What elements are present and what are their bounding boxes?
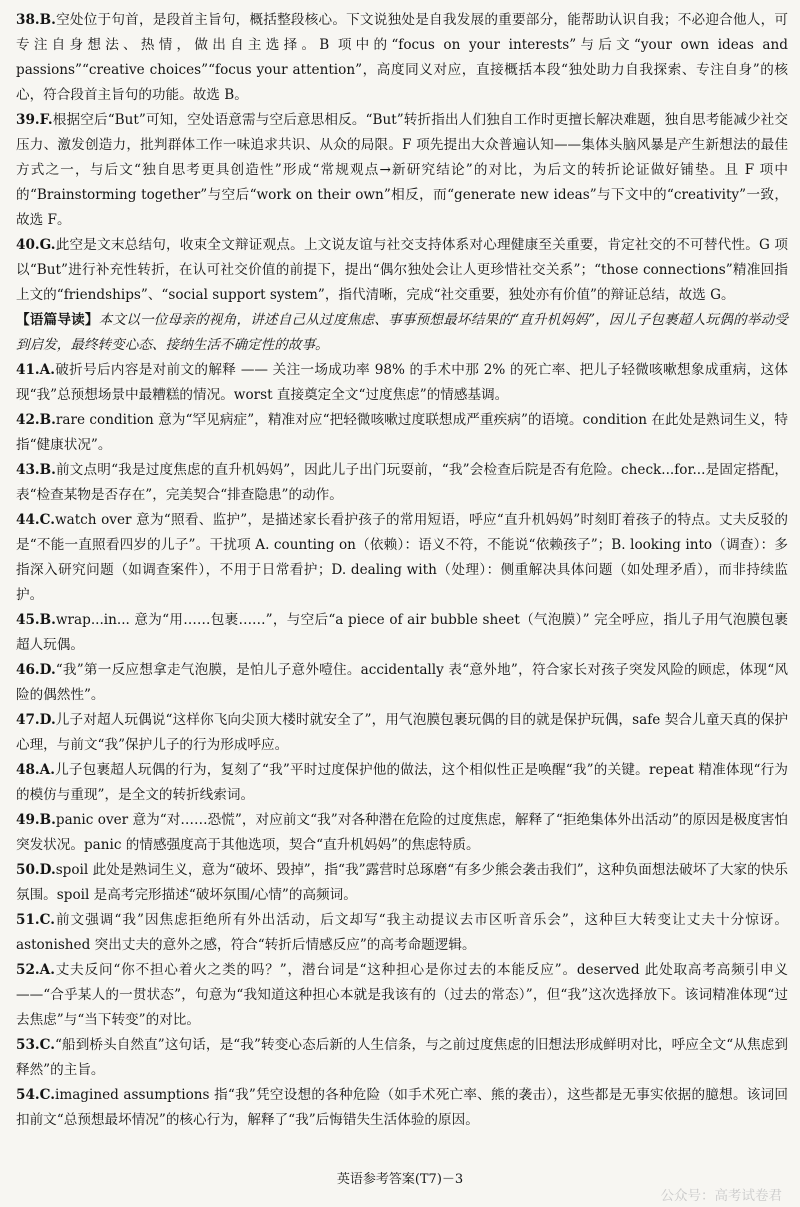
answer-entry (16, 708, 788, 758)
answer-number: 41.A. (16, 362, 55, 378)
answer-number: 44.C. (16, 512, 55, 528)
answer-list-top (16, 8, 788, 308)
answer-number: 48.A. (16, 762, 55, 778)
page-footer: 英语参考答案(T7)－3 (336, 1172, 464, 1187)
answer-number: 43.B. (16, 462, 56, 478)
answer-entry (16, 958, 788, 1033)
answer-number: 49.B. (16, 812, 56, 828)
answer-number: 46.D. (16, 662, 56, 678)
guide-text: 本文以一位母亲的视角，讲述自己从过度焦虑、事事预想最坏结果的“直升机妈妈”，因儿子包裹超人玩偶的举动受到启发，最终转变心态、接纳生活不确定性的故事。 (16, 312, 788, 353)
guide-tag: 【语篇导读】 (16, 312, 99, 328)
answer-explanation: 儿子包裹超人玩偶的行为，复刻了“我”平时过度保护他的做法，这个相似性正是唤醒“我”的关键。repeat 精准体现“行为的模仿与重现”，是全文的转折线索词。 (16, 762, 788, 803)
answer-explanation: spoil 此处是熟词生义，意为“破坏、毁掉”，指“我”露营时总琢磨“有多少熊会袭击我们”，这种负面想法破坏了大家的快乐氛围。spoil 是高考完形描述“破坏氛围/心情”的高频词。 (16, 862, 788, 903)
answer-number: 53.C. (16, 1037, 55, 1053)
answer-explanation: 此空是文末总结句，收束全文辩证观点。上文说友谊与社交支持体系对心理健康至关重要，肯定社交的不可替代性。G 项以“But”进行补充性转折，在认可社交价值的前提下，提出“偶尔独处会让人更珍惜社交关系”；“those connections”精准回指上文的“friendships”、“social support system”，指代清晰，完成“社交重要，独处亦有价值”的辩证总结，故选 G。 (16, 237, 788, 303)
answer-explanation: wrap...in... 意为“用……包裹……”，与空后“a piece of air bubble sheet（气泡膜）” 完全呼应，指儿子用气泡膜包裹超人玩偶。 (16, 612, 788, 653)
answer-entry (16, 508, 788, 608)
answer-entry (16, 233, 788, 308)
answer-entry (16, 608, 788, 658)
answer-number: 47.D. (16, 712, 56, 728)
answer-entry (16, 458, 788, 508)
answer-number: 38.B. (16, 12, 56, 28)
answer-number: 42.B. (16, 412, 56, 428)
answer-entry (16, 358, 788, 408)
answer-number: 51.C. (16, 912, 55, 928)
answer-number: 45.B. (16, 612, 56, 628)
answer-list-bottom (16, 358, 788, 1133)
answer-explanation: “船到桥头自然直”这句话，是“我”转变心态后新的人生信条，与之前过度焦虑的旧想法形成鲜明对比，呼应全文“从焦虑到释然”的主旨。 (16, 1037, 788, 1078)
answer-number: 40.G. (16, 237, 56, 253)
answer-entry (16, 8, 788, 108)
answer-explanation: 空处位于句首，是段首主旨句，概括整段核心。下文说独处是自我发展的重要部分，能帮助认识自我；不必迎合他人，可专注自身想法、热情，做出自主选择。B 项中的“focus on your interests”与后文“your own ideas and passions”“creative choices”“focus your attention”，高度同义对应，直接概括本段“独处助力自我探索、专注自身”的核心，符合段首主旨句的功能。故选 B。 (16, 12, 788, 103)
answer-explanation: 破折号后内容是对前文的解释 —— 关注一场成功率 98% 的手术中那 2% 的死亡率、把儿子轻微咳嗽想象成重病，这体现“我”总预想场景中最糟糕的情况。worst 直接奠定全文“过度焦虑”的情感基调。 (16, 362, 788, 403)
answer-entry (16, 1083, 788, 1133)
answer-entry (16, 408, 788, 458)
answer-number: 52.A. (16, 962, 55, 978)
answer-entry (16, 808, 788, 858)
answer-number: 54.C. (16, 1087, 55, 1103)
answer-number: 39.F. (16, 112, 53, 128)
answer-entry (16, 858, 788, 908)
passage-guide (16, 308, 788, 358)
answer-explanation: rare condition 意为“罕见病症”，精准对应“把轻微咳嗽过度联想成严重疾病”的语境。condition 在此处是熟词生义，特指“健康状况”。 (16, 412, 788, 453)
answer-number: 50.D. (16, 862, 56, 878)
answer-entry (16, 658, 788, 708)
answer-explanation: 前文点明“我是过度焦虑的直升机妈妈”，因此儿子出门玩耍前，“我”会检查后院是否有危险。check...for...是固定搭配，表“检查某物是否存在”，完美契合“排查隐患”的动作。 (16, 462, 788, 503)
answer-entry (16, 758, 788, 808)
answer-explanation: imagined assumptions 指“我”凭空设想的各种危险（如手术死亡率、熊的袭击），这些都是无事实依据的臆想。该词回扣前文“总预想最坏情况”的核心行为，解释了“我”后悔错失生活体验的原因。 (16, 1087, 788, 1128)
answer-explanation: “我”第一反应想拿走气泡膜，是怕儿子意外噎住。accidentally 表“意外地”，符合家长对孩子突发风险的顾虑，体现“风险的偶然性”。 (16, 662, 788, 703)
answer-explanation: panic over 意为“对……恐慌”，对应前文“我”对各种潜在危险的过度焦虑，解释了“拒绝集体外出活动”的原因是极度害怕突发状况。panic 的情感强度高于其他选项，契合“直升机妈妈”的焦虑特质。 (16, 812, 788, 853)
answer-explanation: 丈夫反问“你不担心着火之类的吗？”，潜台词是“这种担心是你过去的本能反应”。deserved 此处取高考高频引申义——“合乎某人的一贯状态”，句意为“我知道这种担心本就是我该有的（过去的常态）”，但“我”这次选择放下。该词精准体现“过去焦虑”与“当下转变”的对比。 (16, 962, 788, 1028)
answer-explanation: 前文强调“我”因焦虑拒绝所有外出活动，后文却写“我主动提议去市区听音乐会”，这种巨大转变让丈夫十分惊讶。astonished 突出丈夫的意外之感，符合“转折后情感反应”的高考命题逻辑。 (16, 912, 788, 953)
answer-explanation: 儿子对超人玩偶说“这样你飞向尖顶大楼时就安全了”，用气泡膜包裹玩偶的目的就是保护玩偶，safe 契合儿童天真的保护心理，与前文“我”保护儿子的行为形成呼应。 (16, 712, 788, 753)
answer-explanation: watch over 意为“照看、监护”，是描述家长看护孩子的常用短语，呼应“直升机妈妈”时刻盯着孩子的特点。丈夫反驳的是“不能一直照看四岁的儿子”。干扰项 A. counting on（依赖）：语义不符，不能说“依赖孩子”；B. looking into（调查）：多指深入研究问题（如调查案件），不用于日常看护；D. dealing with（处理）：侧重解决具体问题（如处理矛盾），而非持续监护。 (16, 512, 788, 603)
answer-entry (16, 1033, 788, 1083)
answer-entry (16, 908, 788, 958)
answer-explanation: 根据空后“But”可知，空处语意需与空后意思相反。“But”转折指出人们独自工作时更擅长解决难题，独自思考能减少社交压力、激发创造力，批判群体工作一味追求共识、从众的局限。F 项先提出大众普遍认知——集体头脑风暴是产生新想法的最佳方式之一，与后文“独自思考更具创造性”形成“常规观点→新研究结论”的对比，为后文的转折论证做好铺垫。且 F 项中的“Brainstorming together”与空后“work on their own”相反，而“generate new ideas”与下文中的“creativity”一致，故选 F。 (16, 112, 788, 228)
answer-entry (16, 108, 788, 233)
watermark: 公众号：高考试卷君 (660, 1188, 782, 1204)
